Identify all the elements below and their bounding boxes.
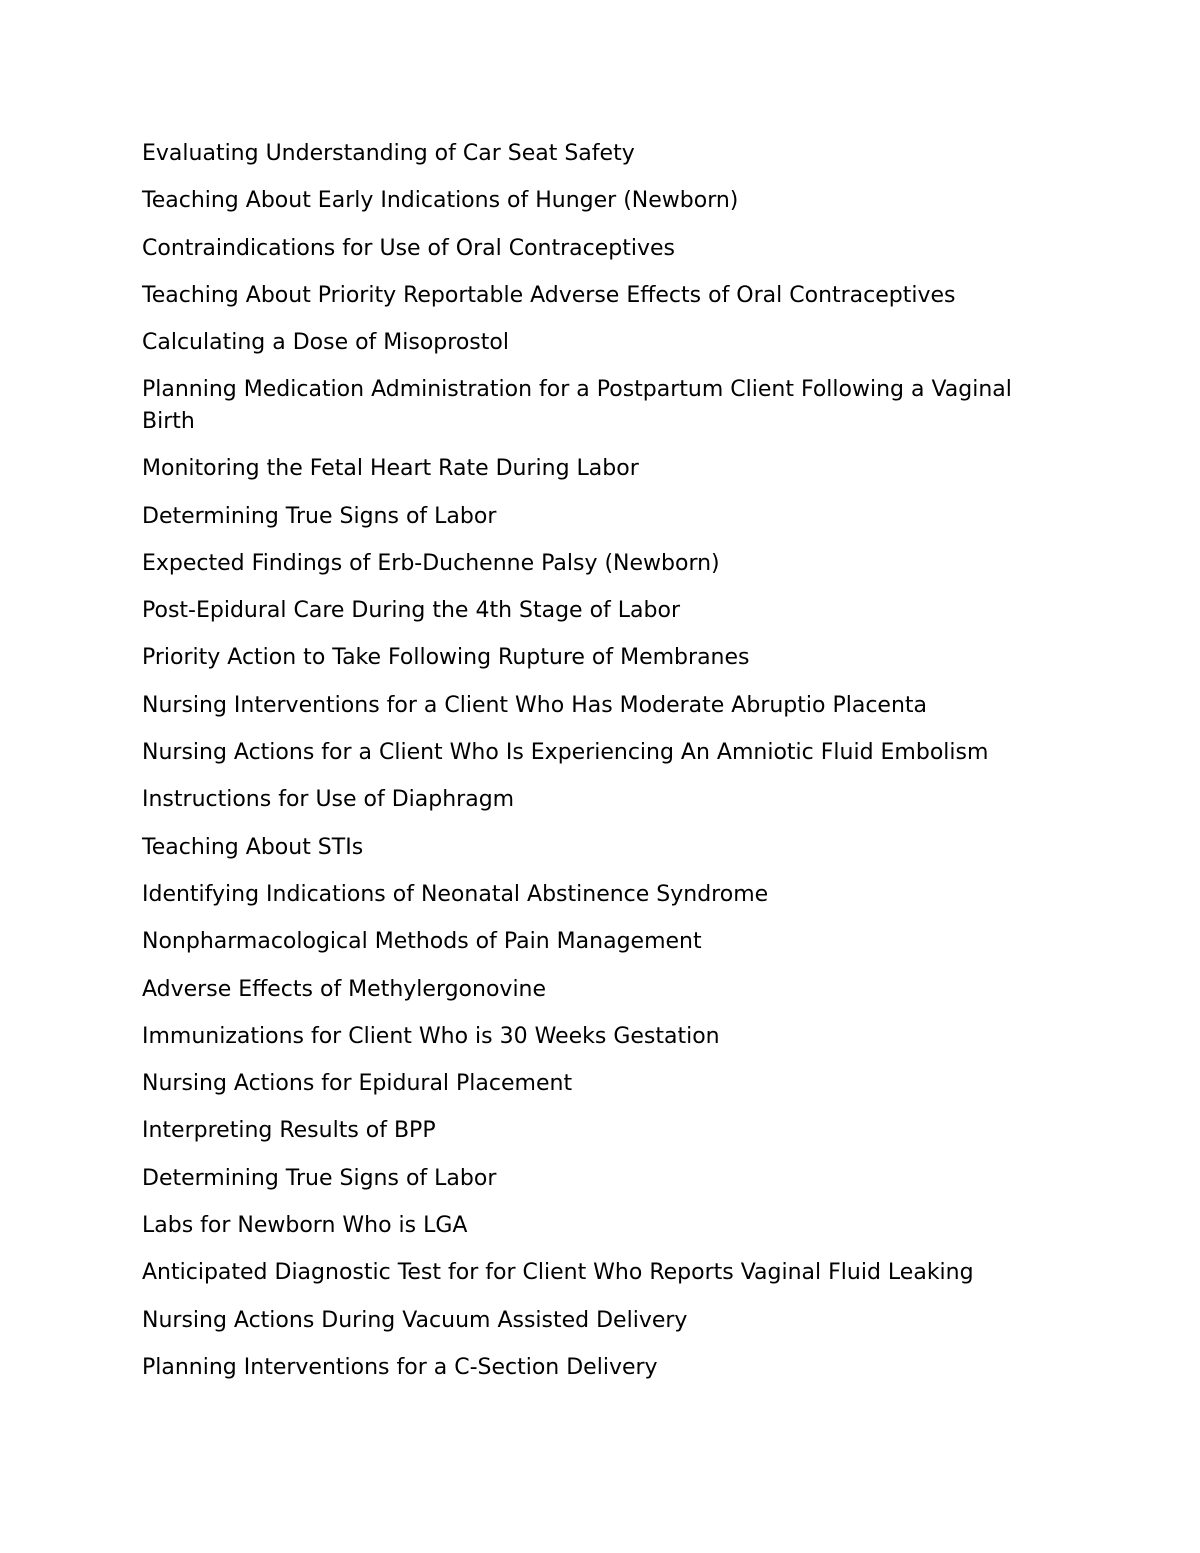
topic-item: Teaching About Early Indications of Hunger (Newborn) [142, 188, 739, 214]
topic-item: Teaching About STIs [142, 834, 364, 860]
topic-item: Interpreting Results of BPP [142, 1118, 436, 1144]
topic-item: Expected Findings of Erb-Duchenne Palsy (Newborn) [142, 550, 720, 576]
topic-item: Calculating a Dose of Misoprostol [142, 330, 509, 356]
topic-item: Adverse Effects of Methylergonovine [142, 976, 547, 1002]
topic-item: Nursing Actions for a Client Who Is Experiencing An Amniotic Fluid Embolism [142, 740, 989, 766]
topic-list [142, 138, 1062, 1399]
topic-item: Nursing Actions During Vacuum Assisted Delivery [142, 1307, 688, 1333]
topic-item: Determining True Signs of Labor [142, 1165, 497, 1191]
topic-item: Determining True Signs of Labor [142, 503, 497, 529]
topic-item: Anticipated Diagnostic Test for for Client Who Reports Vaginal Fluid Leaking [142, 1260, 974, 1286]
topic-item: Evaluating Understanding of Car Seat Safety [142, 141, 635, 166]
topic-item: Planning Interventions for a C-Section Delivery [142, 1354, 658, 1380]
topic-item: Post-Epidural Care During the 4th Stage of Labor [142, 598, 680, 624]
topic-item: Immunizations for Client Who is 30 Weeks Gestation [142, 1023, 720, 1049]
topic-item: Instructions for Use of Diaphragm [142, 787, 515, 813]
topic-item: Teaching About Priority Reportable Adverse Effects of Oral Contraceptives [142, 282, 956, 308]
topic-item: Nonpharmacological Methods of Pain Management [142, 929, 702, 955]
topic-item: Identifying Indications of Neonatal Abstinence Syndrome [142, 881, 769, 907]
topic-item: Priority Action to Take Following Rupture of Membranes [142, 645, 750, 671]
topic-item: Nursing Interventions for a Client Who Has Moderate Abruptio Placenta [142, 692, 928, 718]
topic-item: Planning Medication Administration for a Postpartum Client Following a Vaginal Birth [142, 377, 1012, 434]
topic-item: Labs for Newborn Who is LGA [142, 1213, 468, 1239]
topic-item: Nursing Actions for Epidural Placement [142, 1071, 573, 1097]
topic-item: Monitoring the Fetal Heart Rate During Labor [142, 456, 639, 482]
topic-item: Contraindications for Use of Oral Contraceptives [142, 235, 675, 261]
